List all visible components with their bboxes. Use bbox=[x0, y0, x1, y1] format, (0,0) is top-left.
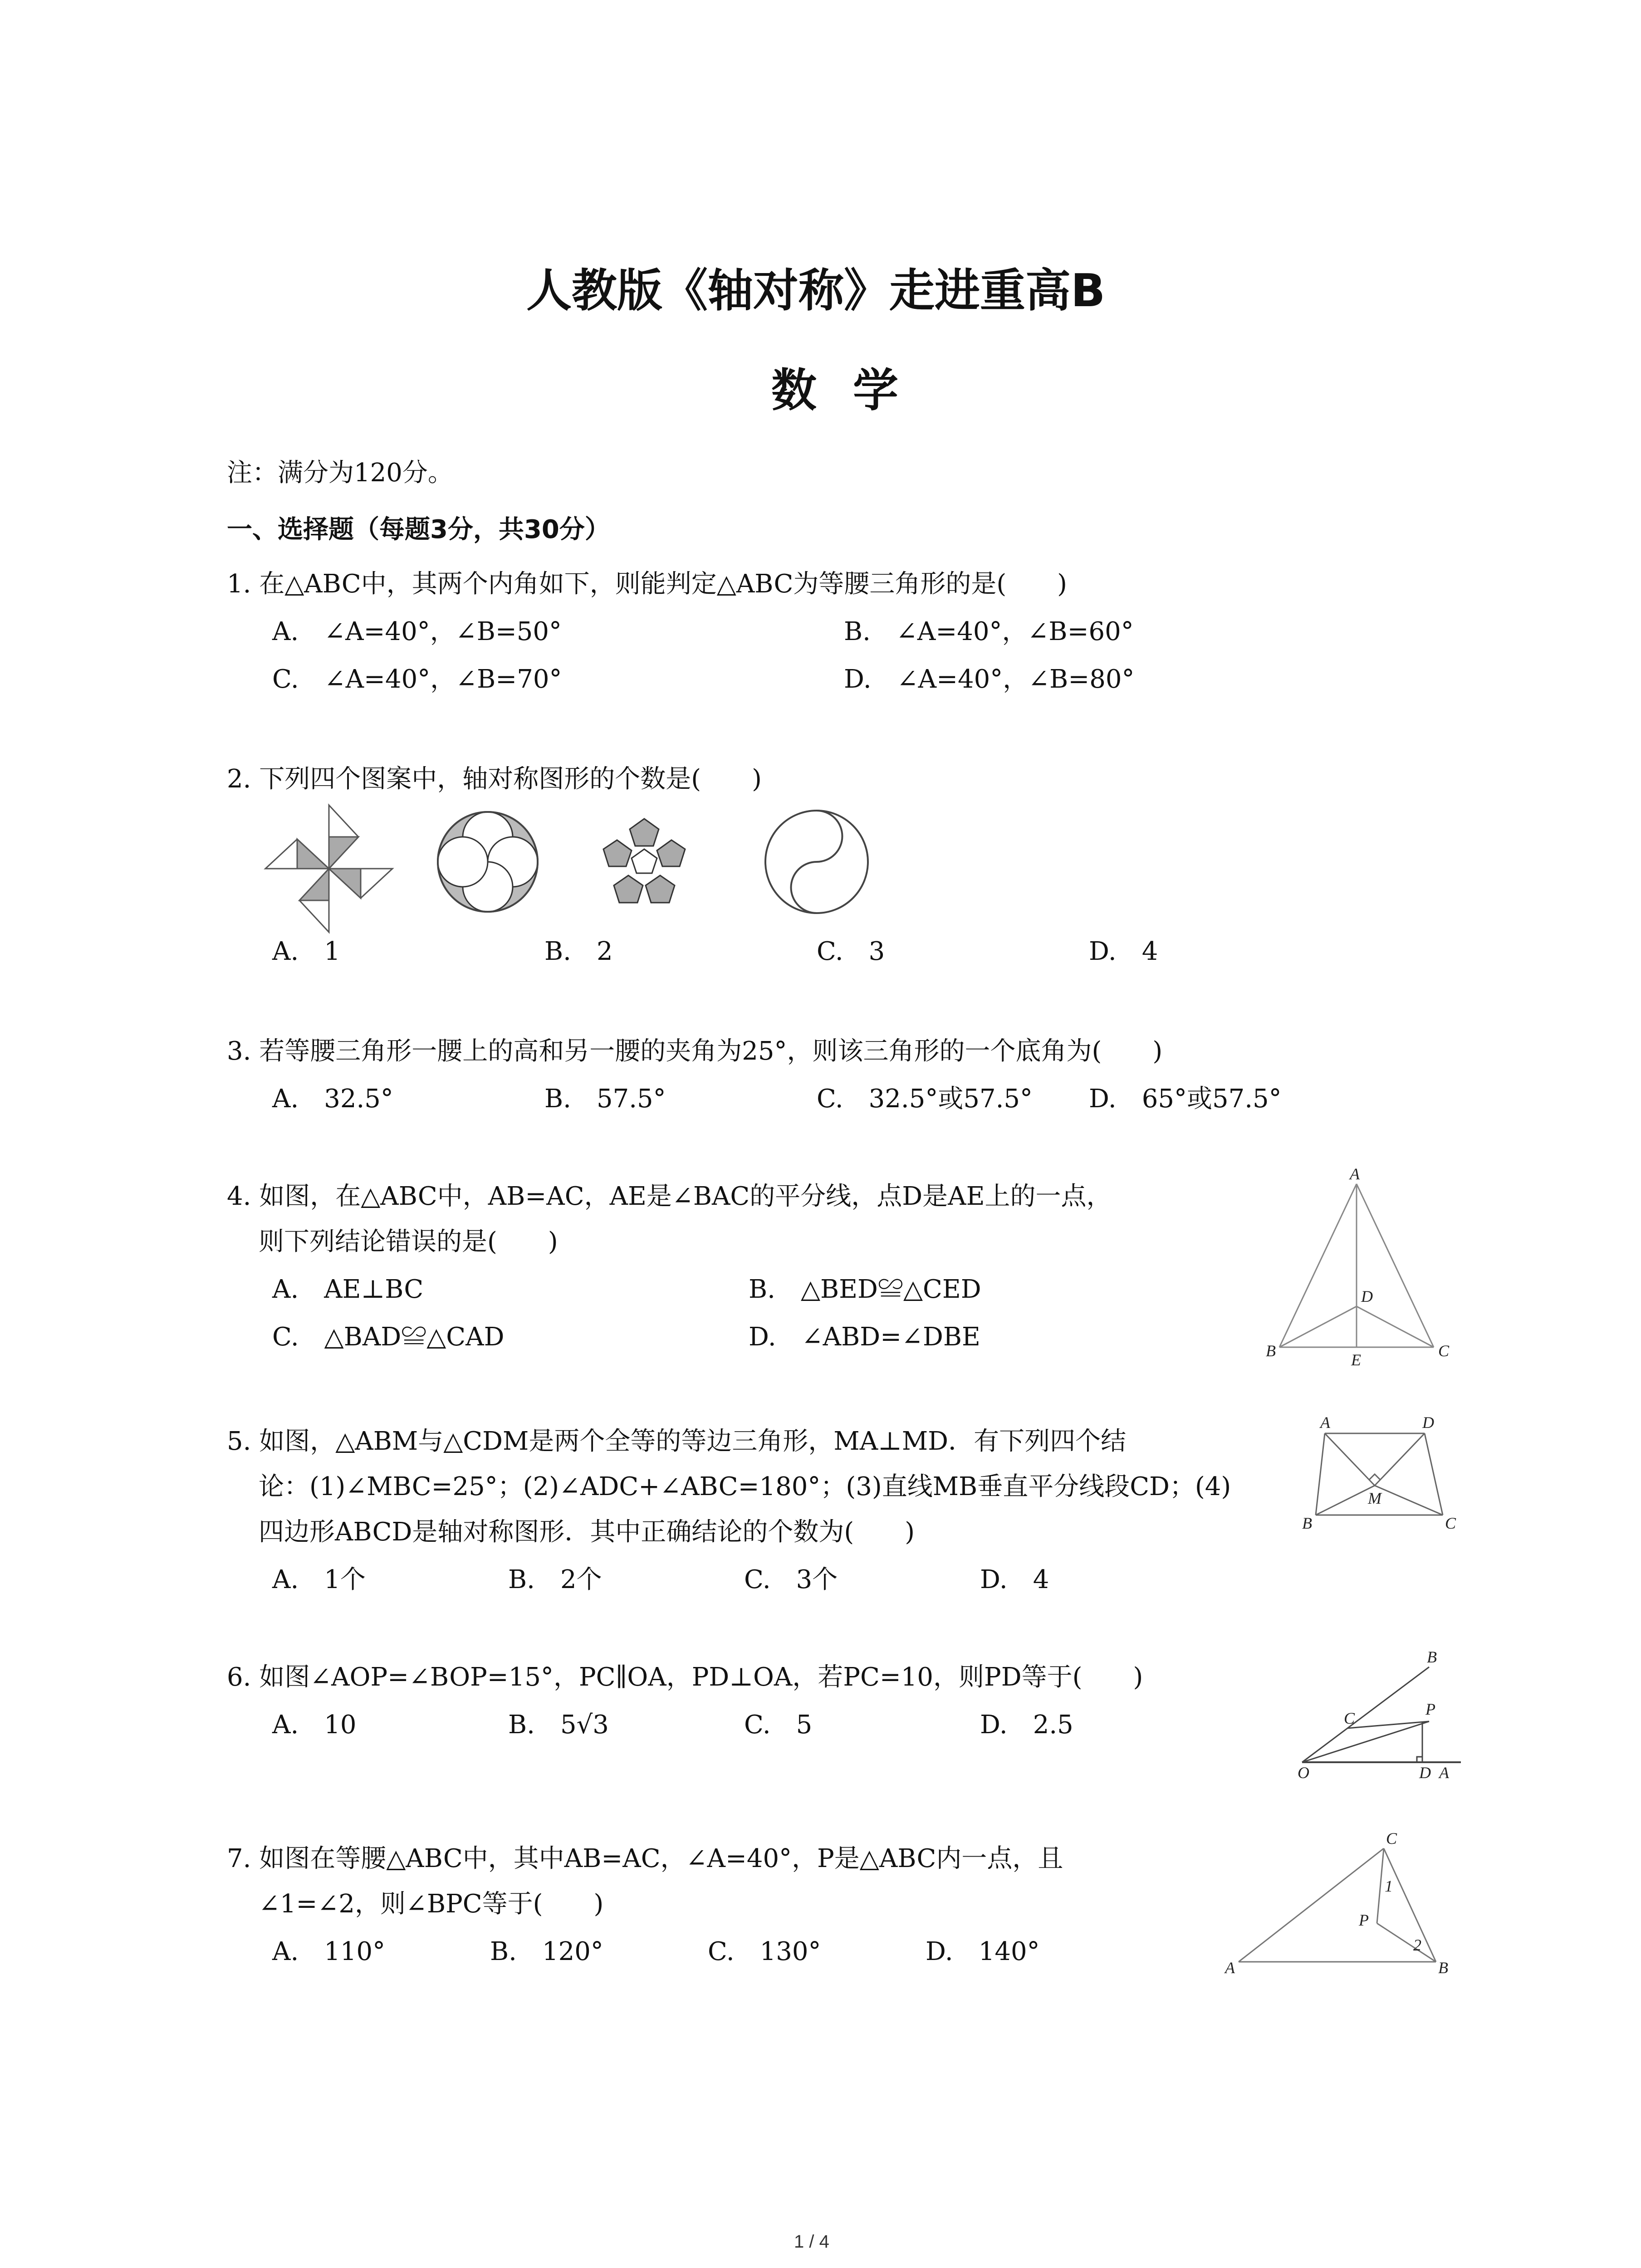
q3-option-c[interactable]: C. 32.5°或57.5° bbox=[817, 1084, 1033, 1114]
question-4-stem-line-1: 4. 如图，在△ABC中，AB=AC，AE是∠BAC的平分线，点D是AE上的一点， bbox=[227, 1182, 1112, 1211]
q2-option-d[interactable]: D. 4 bbox=[1089, 937, 1158, 966]
q6-label-c: C bbox=[1344, 1709, 1355, 1727]
question-5-stem-line-1: 5. 如图，△ABM与△CDM是两个全等的等边三角形，MA⊥MD．有下列四个结 bbox=[227, 1427, 1127, 1456]
page-subtitle: 数学 bbox=[771, 364, 935, 417]
q6-label-a: A bbox=[1439, 1764, 1449, 1782]
q1-option-d[interactable]: D. ∠A=40°，∠B=80° bbox=[844, 665, 1135, 694]
page-title: 人教版《轴对称》走进重高B bbox=[526, 264, 1106, 317]
q4-option-b[interactable]: B. △BED≌△CED bbox=[749, 1275, 981, 1304]
question-3-stem: 3. 若等腰三角形一腰上的高和另一腰的夹角为25°，则该三角形的一个底角为( ) bbox=[227, 1036, 1163, 1066]
q4-label-b: B bbox=[1266, 1342, 1276, 1360]
q6-label-d: D bbox=[1419, 1764, 1431, 1782]
q5-quadrilateral-figure bbox=[1302, 1411, 1465, 1538]
q4-label-d: D bbox=[1361, 1287, 1373, 1305]
q2-option-c[interactable]: C. 3 bbox=[817, 937, 885, 966]
q7-label-b: B bbox=[1438, 1959, 1448, 1977]
score-note: 注：满分为120分。 bbox=[227, 458, 453, 488]
q7-label-c: C bbox=[1386, 1829, 1397, 1848]
pentagon-flower-pattern-icon bbox=[599, 816, 690, 907]
question-5-stem-line-2: 论：(1)∠MBC=25°；(2)∠ADC+∠ABC=180°；(3)直线MB垂直平分线段CD；(4) bbox=[259, 1472, 1231, 1501]
q4-label-c: C bbox=[1438, 1342, 1450, 1360]
q5-label-b: B bbox=[1302, 1514, 1312, 1532]
q6-option-b[interactable]: B. 5√3 bbox=[508, 1710, 609, 1740]
q3-option-d[interactable]: D. 65°或57.5° bbox=[1089, 1084, 1282, 1114]
q4-label-a: A bbox=[1350, 1165, 1360, 1183]
q3-option-b[interactable]: B. 57.5° bbox=[544, 1084, 666, 1114]
q5-option-c[interactable]: C. 3个 bbox=[744, 1565, 838, 1594]
q7-label-a: A bbox=[1225, 1959, 1235, 1977]
q6-label-o: O bbox=[1298, 1764, 1309, 1782]
q4-option-c[interactable]: C. △BAD≌△CAD bbox=[272, 1322, 505, 1352]
q5-option-a[interactable]: A. 1个 bbox=[272, 1565, 366, 1594]
question-5-stem-line-3: 四边形ABCD是轴对称图形．其中正确结论的个数为( ) bbox=[259, 1517, 915, 1547]
q4-option-d[interactable]: D. ∠ABD=∠DBE bbox=[749, 1322, 980, 1352]
q7-triangle-figure bbox=[1220, 1828, 1465, 1982]
q6-option-d[interactable]: D. 2.5 bbox=[980, 1710, 1073, 1740]
question-7-stem-line-1: 7. 如图在等腰△ABC中，其中AB=AC，∠A=40°，P是△ABC内一点，且 bbox=[227, 1844, 1063, 1873]
q5-label-m: M bbox=[1368, 1489, 1381, 1507]
q1-option-c[interactable]: C. ∠A=40°，∠B=70° bbox=[272, 665, 562, 694]
q6-option-a[interactable]: A. 10 bbox=[272, 1710, 357, 1740]
q5-option-b[interactable]: B. 2个 bbox=[508, 1565, 602, 1594]
question-2-stem: 2. 下列四个图案中，轴对称图形的个数是( ) bbox=[227, 764, 762, 794]
q7-label-angle-2: 2 bbox=[1413, 1936, 1421, 1954]
q5-label-d: D bbox=[1422, 1413, 1434, 1432]
q4-label-e: E bbox=[1351, 1351, 1361, 1369]
q7-option-d[interactable]: D. 140° bbox=[926, 1937, 1040, 1966]
q7-label-p: P bbox=[1359, 1911, 1369, 1929]
q6-angle-figure bbox=[1293, 1642, 1465, 1787]
q6-label-p: P bbox=[1425, 1700, 1435, 1718]
section-heading: 一、选择题（每题3分，共30分） bbox=[227, 515, 610, 544]
q2-option-b[interactable]: B. 2 bbox=[544, 937, 613, 966]
yin-yang-pattern-icon bbox=[762, 807, 871, 916]
q6-option-c[interactable]: C. 5 bbox=[744, 1710, 813, 1740]
question-1-stem: 1. 在△ABC中，其两个内角如下，则能判定△ABC为等腰三角形的是( ) bbox=[227, 569, 1068, 599]
q5-label-c: C bbox=[1445, 1514, 1456, 1532]
question-4-stem-line-2: 则下列结论错误的是( ) bbox=[259, 1227, 558, 1256]
q3-option-a[interactable]: A. 32.5° bbox=[272, 1084, 393, 1114]
q4-triangle-figure bbox=[1252, 1166, 1461, 1374]
q7-option-a[interactable]: A. 110° bbox=[272, 1937, 386, 1966]
q2-option-a[interactable]: A. 1 bbox=[272, 937, 340, 966]
q7-option-b[interactable]: B. 120° bbox=[490, 1937, 603, 1966]
pinwheel-pattern-icon bbox=[265, 803, 392, 934]
q1-option-a[interactable]: A. ∠A=40°，∠B=50° bbox=[272, 617, 562, 646]
q5-option-d[interactable]: D. 4 bbox=[980, 1565, 1049, 1594]
question-7-stem-line-2: ∠1=∠2，则∠BPC等于( ) bbox=[259, 1889, 604, 1919]
q1-option-b[interactable]: B. ∠A=40°，∠B=60° bbox=[844, 617, 1134, 646]
q4-option-a[interactable]: A. AE⊥BC bbox=[272, 1275, 424, 1304]
question-6-stem: 6. 如图∠AOP=∠BOP=15°，PC∥OA，PD⊥OA，若PC=10，则PD等于( ) bbox=[227, 1662, 1143, 1692]
q6-label-b: B bbox=[1427, 1648, 1437, 1666]
q7-label-angle-1: 1 bbox=[1385, 1877, 1393, 1895]
page-number: 1 / 4 bbox=[794, 2232, 829, 2252]
circle-petal-pattern-icon bbox=[436, 810, 540, 914]
q5-label-a: A bbox=[1320, 1413, 1330, 1432]
q7-option-c[interactable]: C. 130° bbox=[708, 1937, 821, 1966]
